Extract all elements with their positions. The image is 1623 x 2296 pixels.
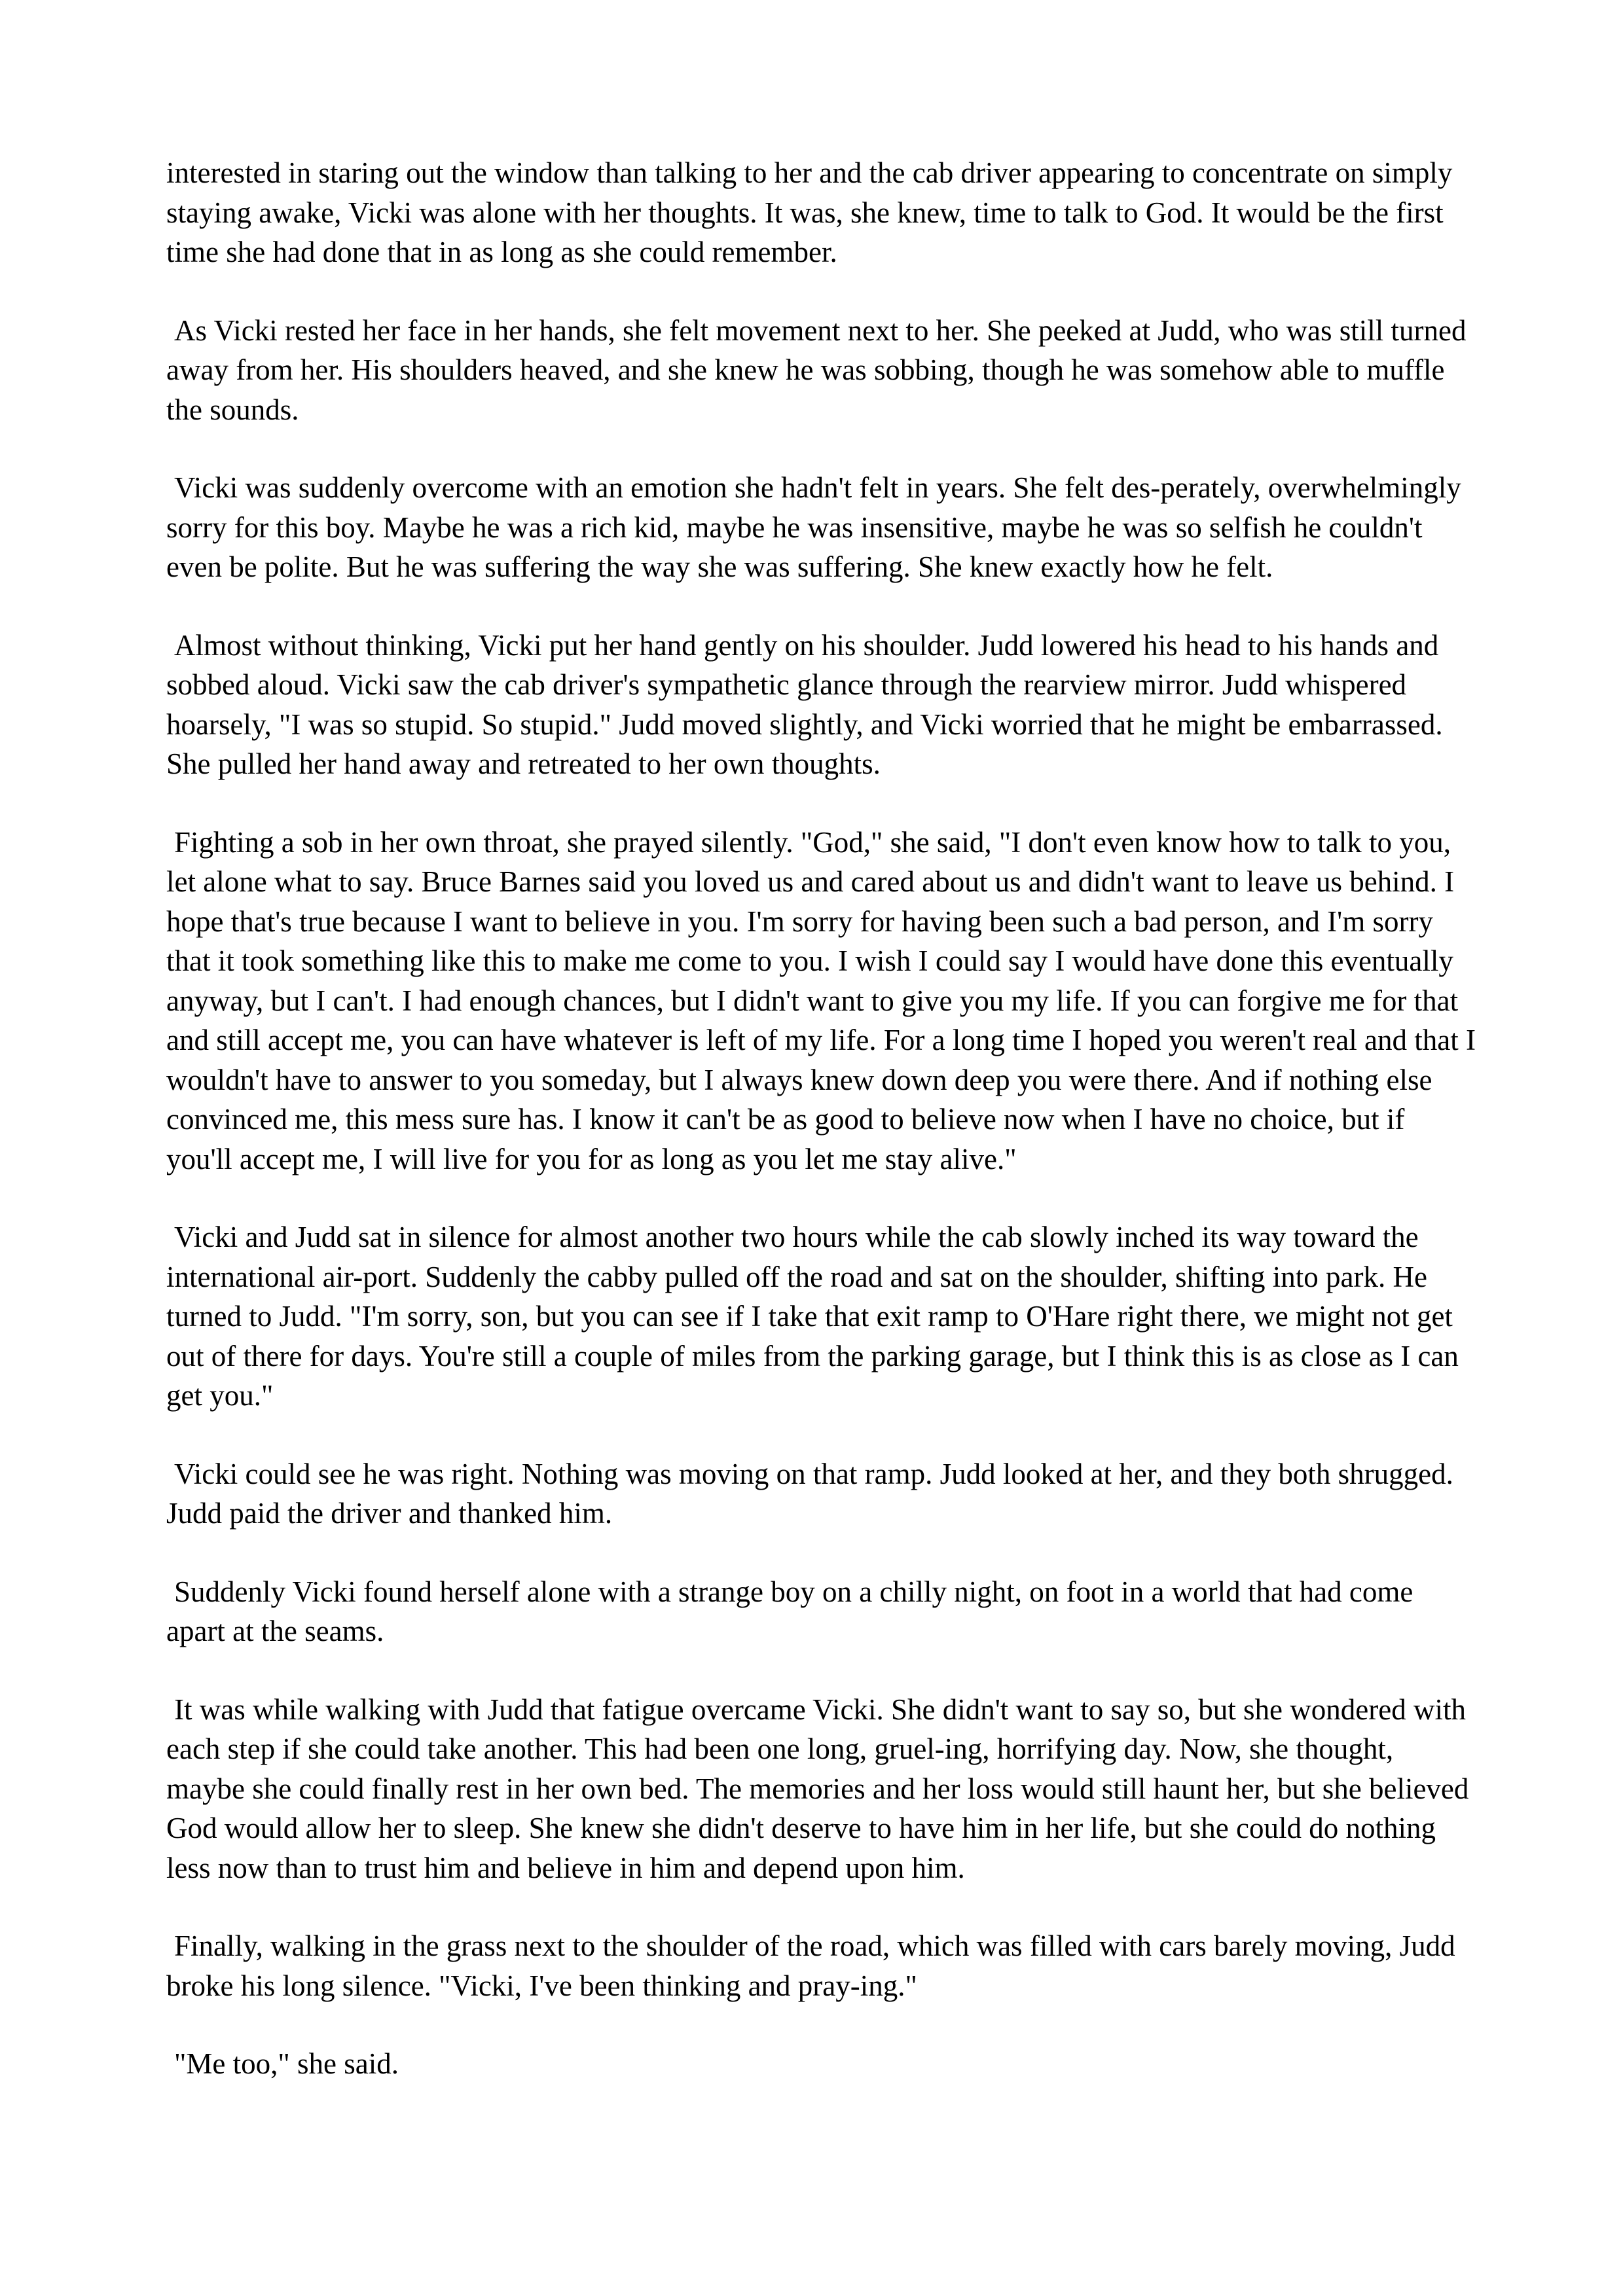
paragraph-6: Vicki and Judd sat in silence for almost another two hours while the cab slowly inched its way toward the international air-port. Suddenly the cabby pulled off the road and sat on the shoulder, shifting into park. He turned to Judd. "I'm sorry, son, but you can see if I take that exit ramp to O'Hare right there, we might not get out of there for days. You're still a couple of miles from the parking garage, but I think this is as close as I can get you."	[166, 1221, 1459, 1412]
document-page	[166, 153, 1476, 2123]
paragraph-4: Almost without thinking, Vicki put her hand gently on his shoulder. Judd lowered his head to his hands and sobbed aloud. Vicki saw the cab driver's sympathetic glance through the rearview mirror. Judd whispered hoarsely, "I was so stupid. So stupid." Judd moved slightly, and Vicki worried that he might be embarrassed. She pulled her hand away and retreated to her own thoughts.	[166, 628, 1443, 780]
paragraph-10: Finally, walking in the grass next to the shoulder of the road, which was filled with cars barely moving, Judd broke his long silence. "Vicki, I've been thinking and pray-ing."	[166, 1929, 1455, 2002]
paragraph-1: interested in staring out the window than talking to her and the cab driver appearing to concentrate on simply staying awake, Vicki was alone with her thoughts. It was, she knew, time to talk to God. It would be the first time she had done that in as long as she could remember.	[166, 156, 1453, 268]
paragraph-5: Fighting a sob in her own throat, she prayed silently. "God," she said, "I don't even know how to talk to you, let alone what to say. Bruce Barnes said you loved us and cared about us and didn't want to leave us behind. I hope that's true because I want to believe in you. I'm sorry for having been such a bad person, and I'm sorry that it took something like this to make me come to you. I wish I could say I would have done this eventually anyway, but I can't. I had enough chances, but I didn't want to give you my life. If you can forgive me for that and still accept me, you can have whatever is left of my life. For a long time I hoped you weren't real and that I wouldn't have to answer to you someday, but I always knew down deep you were there. And if nothing else convinced me, this mess sure has. I know it can't be as good to believe now when I have no choice, but if you'll accept me, I will live for you for as long as you let me stay alive."	[166, 825, 1476, 1175]
paragraph-3: Vicki was suddenly overcome with an emotion she hadn't felt in years. She felt des-perately, overwhelmingly sorry for this boy. Maybe he was a rich kid, maybe he was insensitive, maybe he was so selfish he couldn't even be polite. But he was suffering the way she was suffering. She knew exactly how he felt.	[166, 471, 1461, 583]
paragraph-9: It was while walking with Judd that fatigue overcame Vicki. She didn't want to say so, but she wondered with each step if she could take another. This had been one long, gruel-ing, horrifying day. Now, she thought, maybe she could finally rest in her own bed. The memories and her loss would still haunt her, but she believed God would allow her to sleep. She knew she didn't deserve to have him in her life, but she could do nothing less now than to trust him and believe in him and depend upon him.	[166, 1693, 1469, 1884]
paragraph-2: As Vicki rested her face in her hands, she felt movement next to her. She peeked at Judd, who was still turned away from her. His shoulders heaved, and she knew he was sobbing, though he was somehow able to muffle the sounds.	[166, 314, 1467, 426]
paragraph-8: Suddenly Vicki found herself alone with a strange boy on a chilly night, on foot in a world that had come apart at the seams.	[166, 1575, 1413, 1647]
paragraph-7: Vicki could see he was right. Nothing was moving on that ramp. Judd looked at her, and they both shrugged. Judd paid the driver and thanked him.	[166, 1457, 1453, 1530]
paragraph-11: "Me too," she said.	[174, 2047, 399, 2080]
